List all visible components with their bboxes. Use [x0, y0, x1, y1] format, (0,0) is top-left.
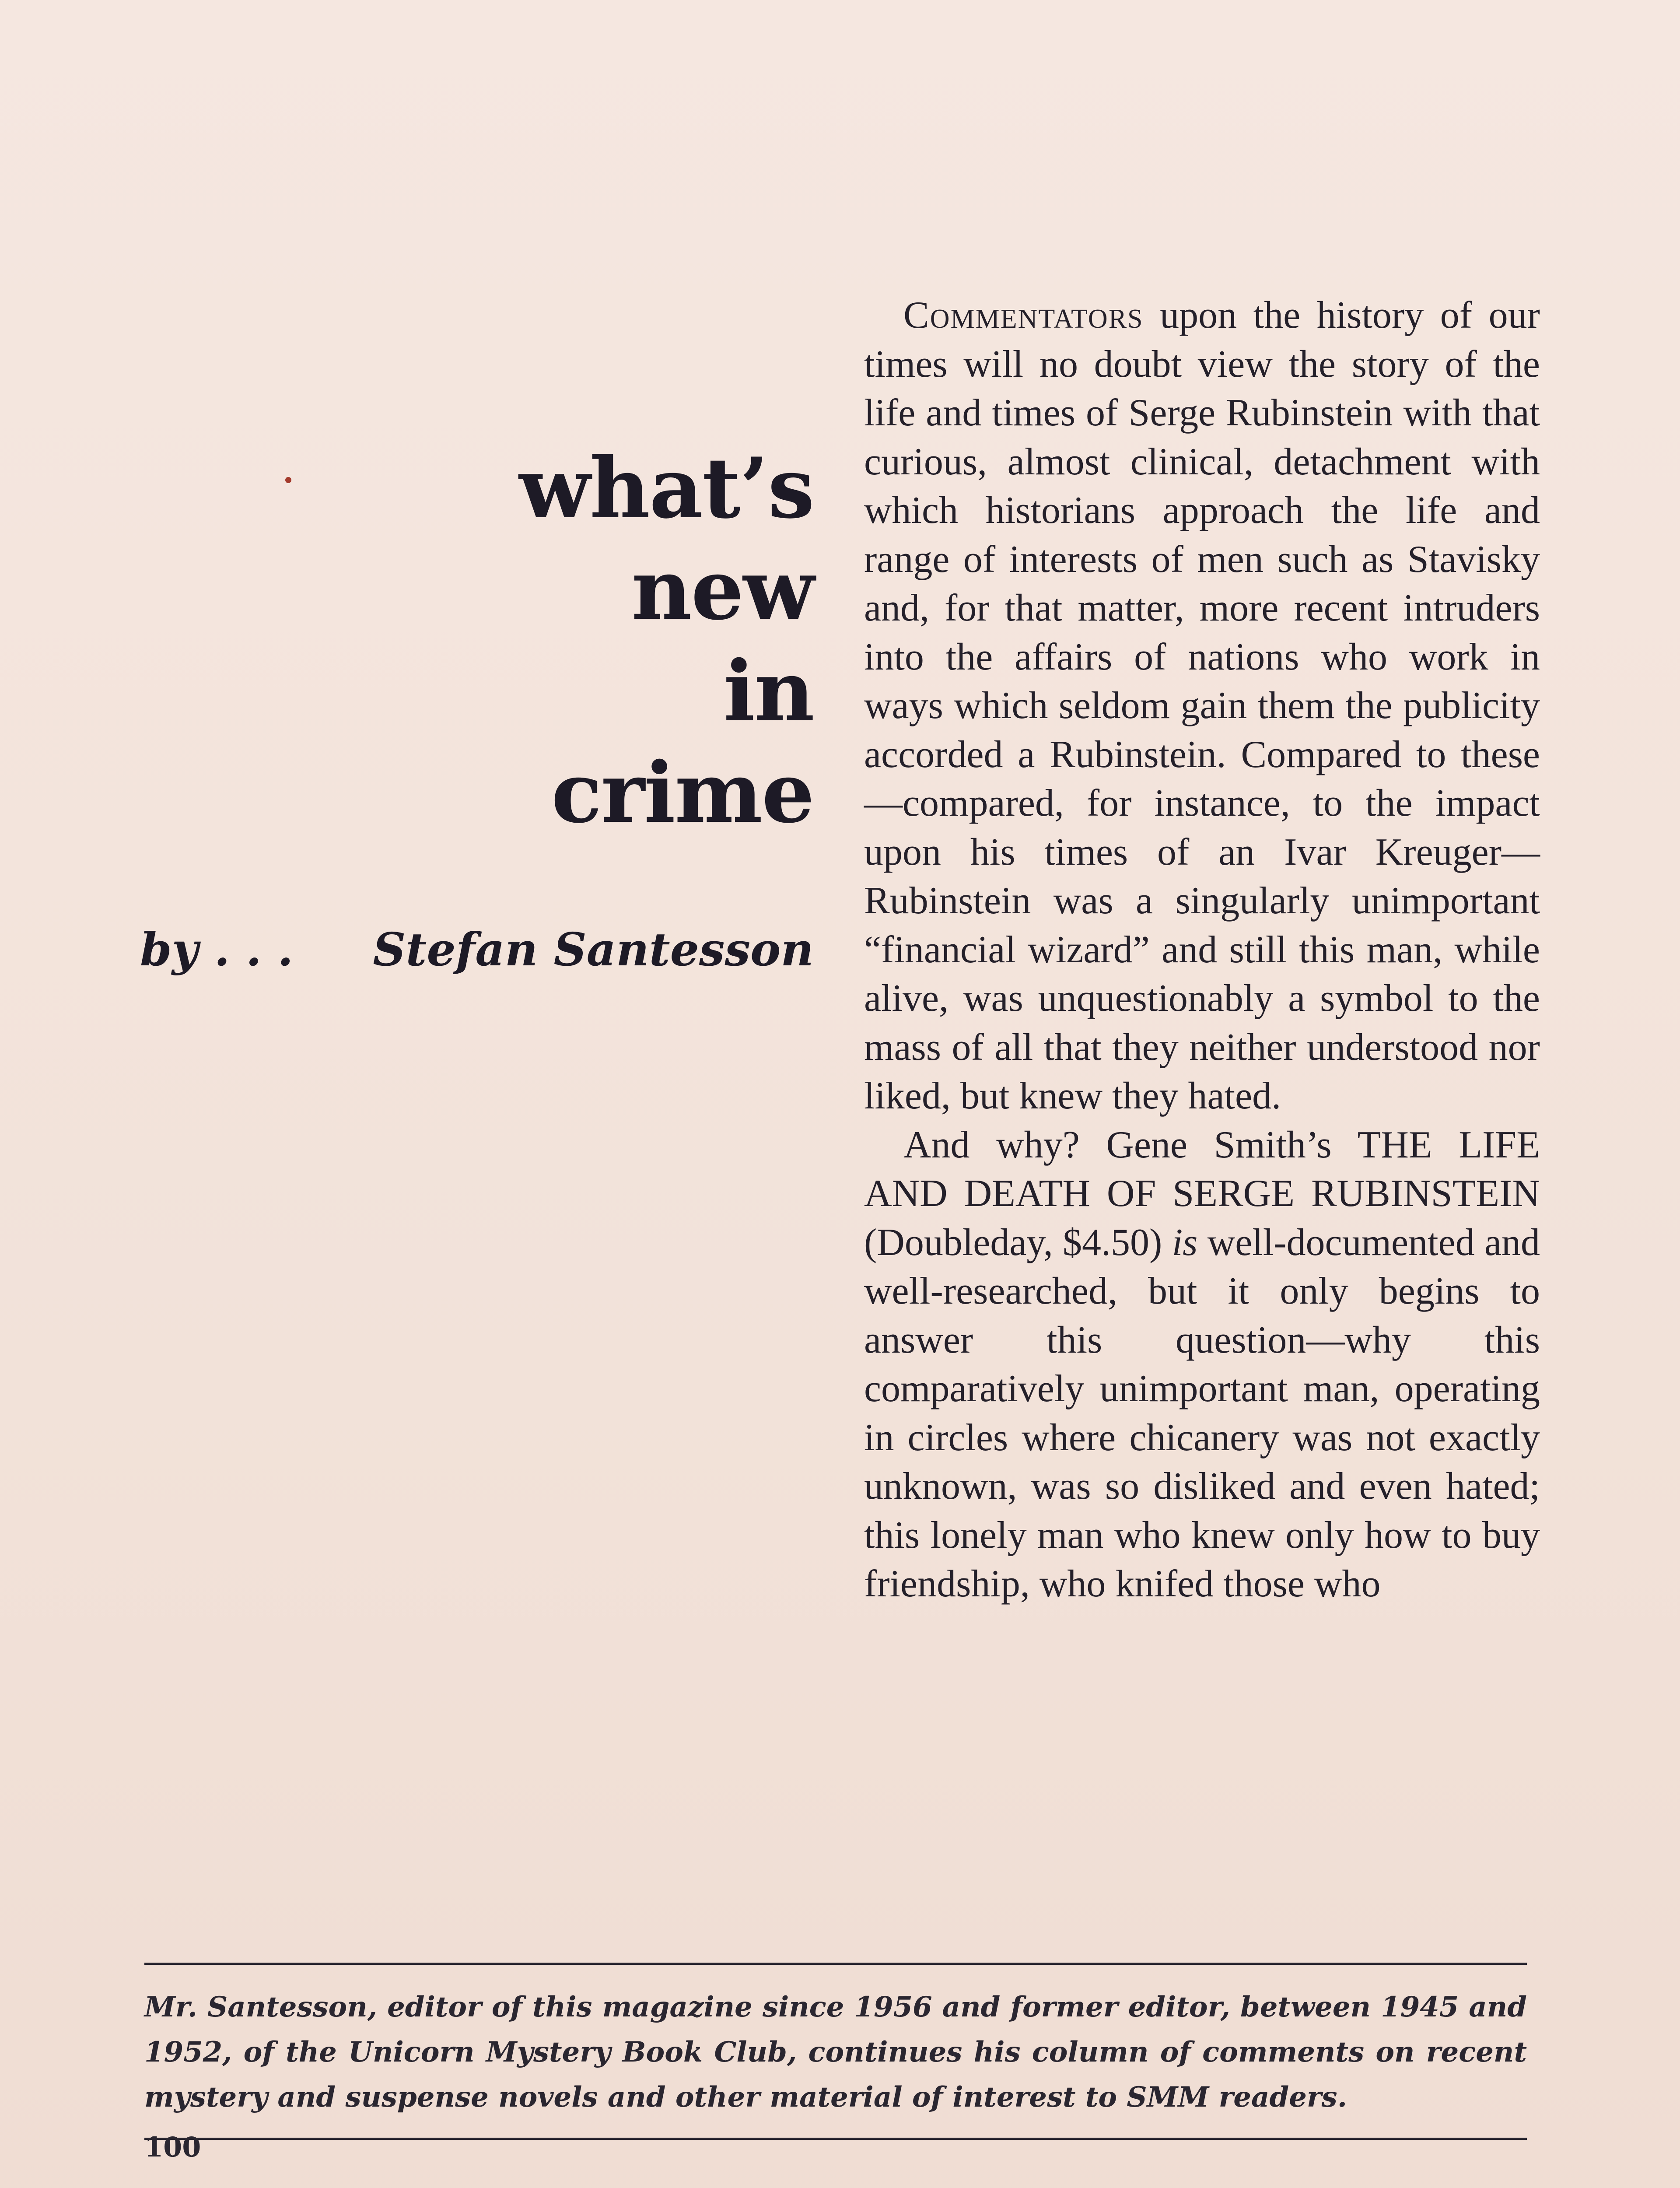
- page-number: 100: [144, 2131, 201, 2163]
- title-line-1: what’s: [519, 439, 814, 537]
- paragraph-2: [864, 1121, 1540, 1609]
- paragraph-2-italic: is: [1172, 1221, 1198, 1264]
- paragraph-2-text: well-documented and well-researched, but it only begins to answer this question—why this comparatively unimportant man, operating in circles where chicanery was not exactly unknown, was so disliked and even hated; this lonely man who knew only how to buy friendship, who knifed those who: [864, 1221, 1540, 1605]
- paragraph-1: [864, 291, 1540, 1121]
- title-line-4: crime: [551, 744, 814, 842]
- article-body: [864, 291, 1540, 1609]
- byline-prefix: by . . .: [140, 922, 294, 976]
- lead-smallcaps: Commentators: [903, 294, 1144, 337]
- footnote-rule-top: [144, 1963, 1527, 1965]
- article-title: [131, 438, 814, 844]
- title-line-2: new: [631, 541, 814, 638]
- paragraph-2-start: And why? Gene Smith’s THE LIFE AND DEATH OF SERGE RUBINSTEIN (Doubleday, $4.50): [864, 1123, 1540, 1264]
- byline: [140, 919, 814, 980]
- paragraph-1-text: upon the history of our times will no doubt view the story of the life and times of Serge Rubinstein with that curious, almost clinical, detachment with which historians approach the life and range of interests of men such as Stavisky and, for that matter, more recent intruders into the affairs of nations who work in ways which seldom gain them the publicity accorded a Rubinstein. Compared to these—compared, for instance, to the impact upon his times of an Ivar Kreuger—Rubinstein was a singularly unimportant “financial wizard” and still this man, while alive, was unquestionably a symbol to the mass of all that they neither understood nor liked, but knew they hated.: [864, 294, 1540, 1117]
- editor-footnote: Mr. Santesson, editor of this magazine since 1956 and former editor, between 1945 and 1952, of the Unicorn Mystery Book Club, continues his column of comments on recent mystery and suspense novels and other material of interest to SMM readers.: [144, 1991, 1527, 2114]
- title-line-3: in: [723, 642, 814, 740]
- footnote-rule-bottom: [144, 2138, 1527, 2140]
- byline-author: Stefan Santesson: [373, 922, 814, 976]
